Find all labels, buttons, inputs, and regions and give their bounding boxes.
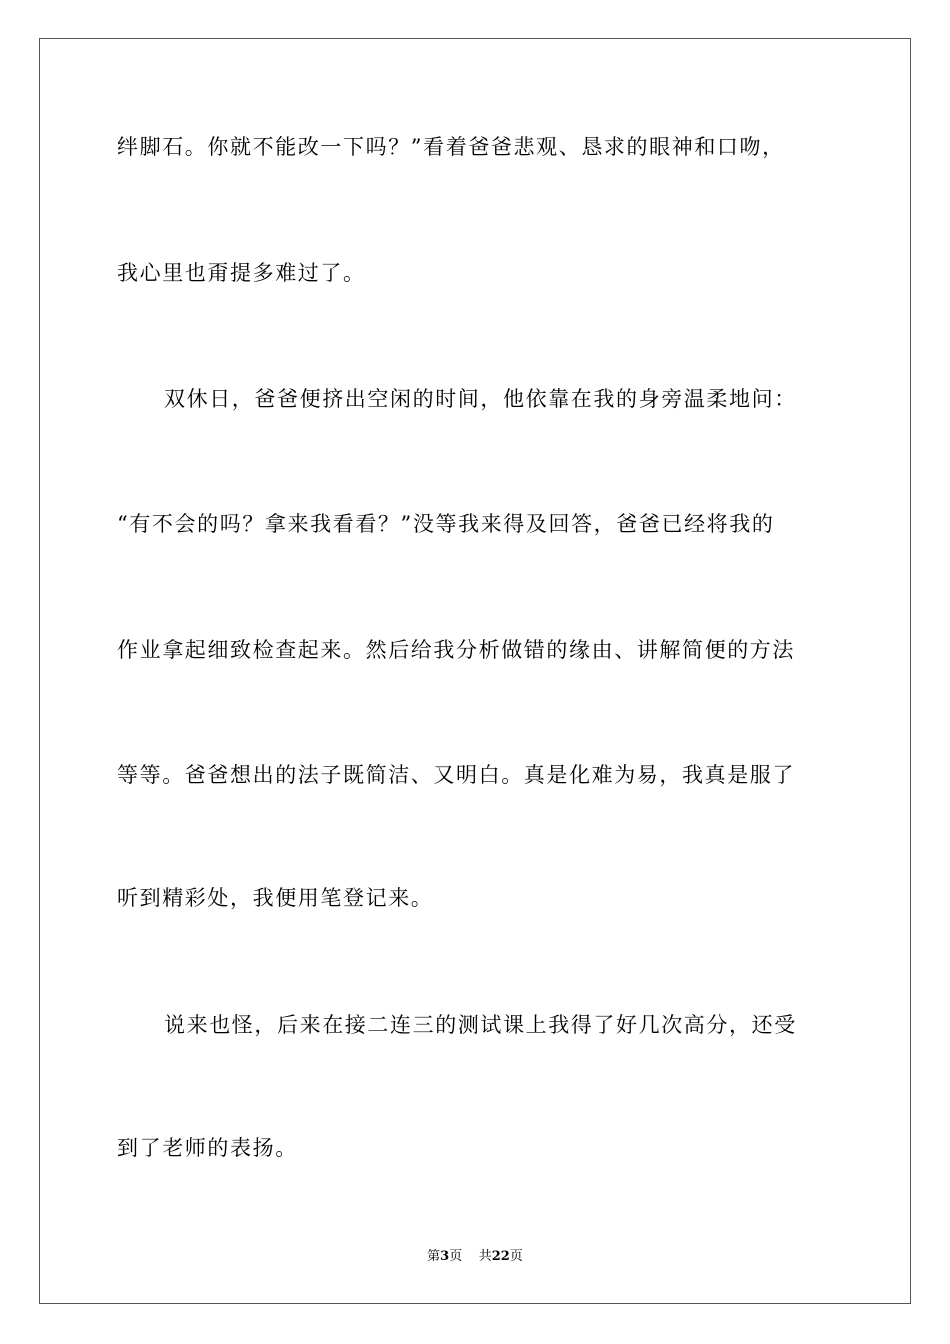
body-line-2: 我心里也甭提多难过了。 [117,261,366,285]
body-line-7: 听到精彩处，我便用笔登记来。 [117,886,434,910]
page-frame [39,38,911,1304]
body-line-1: 绊脚石。你就不能改一下吗？”看着爸爸悲观、恳求的眼神和口吻， [117,135,785,159]
footer-page-suffix: 页 [449,1249,463,1264]
footer-page-number: 3 [440,1249,450,1264]
body-line-6: 等等。爸爸想出的法子既简洁、又明白。真是化难为易，我真是服了 [117,763,795,787]
page-footer [0,1248,950,1266]
body-line-4: “有不会的吗？拿来我看看？”没等我来得及回答，爸爸已经将我的 [117,512,775,536]
body-line-3: 双休日，爸爸便挤出空闲的时间，他依靠在我的身旁温柔地问： [164,387,797,411]
footer-total-pages: 22 [491,1249,510,1264]
body-line-5: 作业拿起细致检查起来。然后给我分析做错的缘由、讲解简便的方法 [117,638,795,662]
footer-page-prefix: 第 [427,1249,441,1264]
body-line-8: 说来也怪，后来在接二连三的测试课上我得了好几次高分，还受 [164,1013,797,1037]
footer-total-suffix: 页 [509,1249,523,1264]
body-line-9: 到了老师的表扬。 [117,1136,298,1160]
footer-total-prefix: 共 [478,1249,492,1264]
